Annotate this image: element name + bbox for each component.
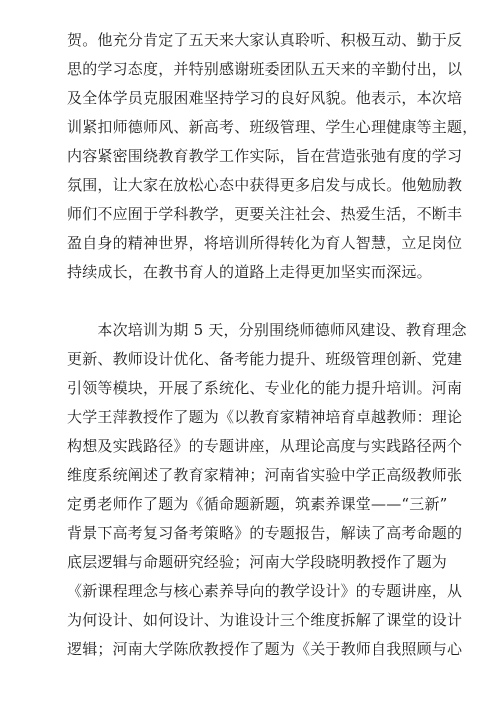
paragraph-2 — [67, 316, 467, 664]
text-line: 贺。他充分肯定了五天来大家认真聆听、积极互动、勤于反 — [67, 31, 463, 49]
text-line: 大学王萍教授作了题为《以教育家精神培育卓越教师：理论 — [67, 408, 463, 426]
text-line: 底层逻辑与命题研究经验；河南大学段晓明教授作了题为 — [67, 553, 448, 571]
text-line: 训紧扣师德师风、新高考、班级管理、学生心理健康等主题， — [67, 118, 478, 136]
text-line: 更新、教师设计优化、备考能力提升、班级管理创新、党建 — [67, 350, 463, 368]
text-line: 盈自身的精神世界，将培训所得转化为育人智慧，立足岗位 — [67, 234, 463, 252]
text-line: 本次培训为期 5 天，分别围绕师德师风建设、教育理念 — [67, 321, 467, 339]
paragraph-1 — [67, 26, 478, 287]
text-line: 定勇老师作了题为《循命题新题，筑素养课堂——“三新” — [67, 495, 448, 513]
text-line: 构想及实践路径》的专题讲座，从理论高度与实践路径两个 — [67, 437, 463, 455]
text-line: 及全体学员克服困难坚持学习的良好风貌。他表示，本次培 — [67, 89, 463, 107]
text-line: 师们不应囿于学科教学，更要关注社会、热爱生活，不断丰 — [67, 205, 463, 223]
text-line: 维度系统阐述了教育家精神；河南省实验中学正高级教师张 — [67, 466, 463, 484]
text-line: 氛围，让大家在放松心态中获得更多启发与成长。他勉励教 — [67, 176, 463, 194]
text-line: 为何设计、如何设计、为谁设计三个维度拆解了课堂的设计 — [67, 611, 463, 629]
text-line: 思的学习态度，并特别感谢班委团队五天来的辛勤付出，以 — [67, 60, 463, 78]
text-line: 内容紧密围绕教育教学工作实际，旨在营造张弛有度的学习 — [67, 147, 463, 165]
text-line: 《新课程理念与核心素养导向的教学设计》的专题讲座，从 — [67, 582, 463, 600]
text-line: 引领等模块，开展了系统化、专业化的能力提升培训。河南 — [67, 379, 463, 397]
text-line: 持续成长，在教书育人的道路上走得更加坚实而深远。 — [67, 263, 432, 281]
text-line: 背景下高考复习备考策略》的专题报告，解读了高考命题的 — [67, 524, 463, 542]
text-line: 逻辑；河南大学陈欣教授作了题为《关于教师自我照顾与心 — [67, 640, 463, 658]
